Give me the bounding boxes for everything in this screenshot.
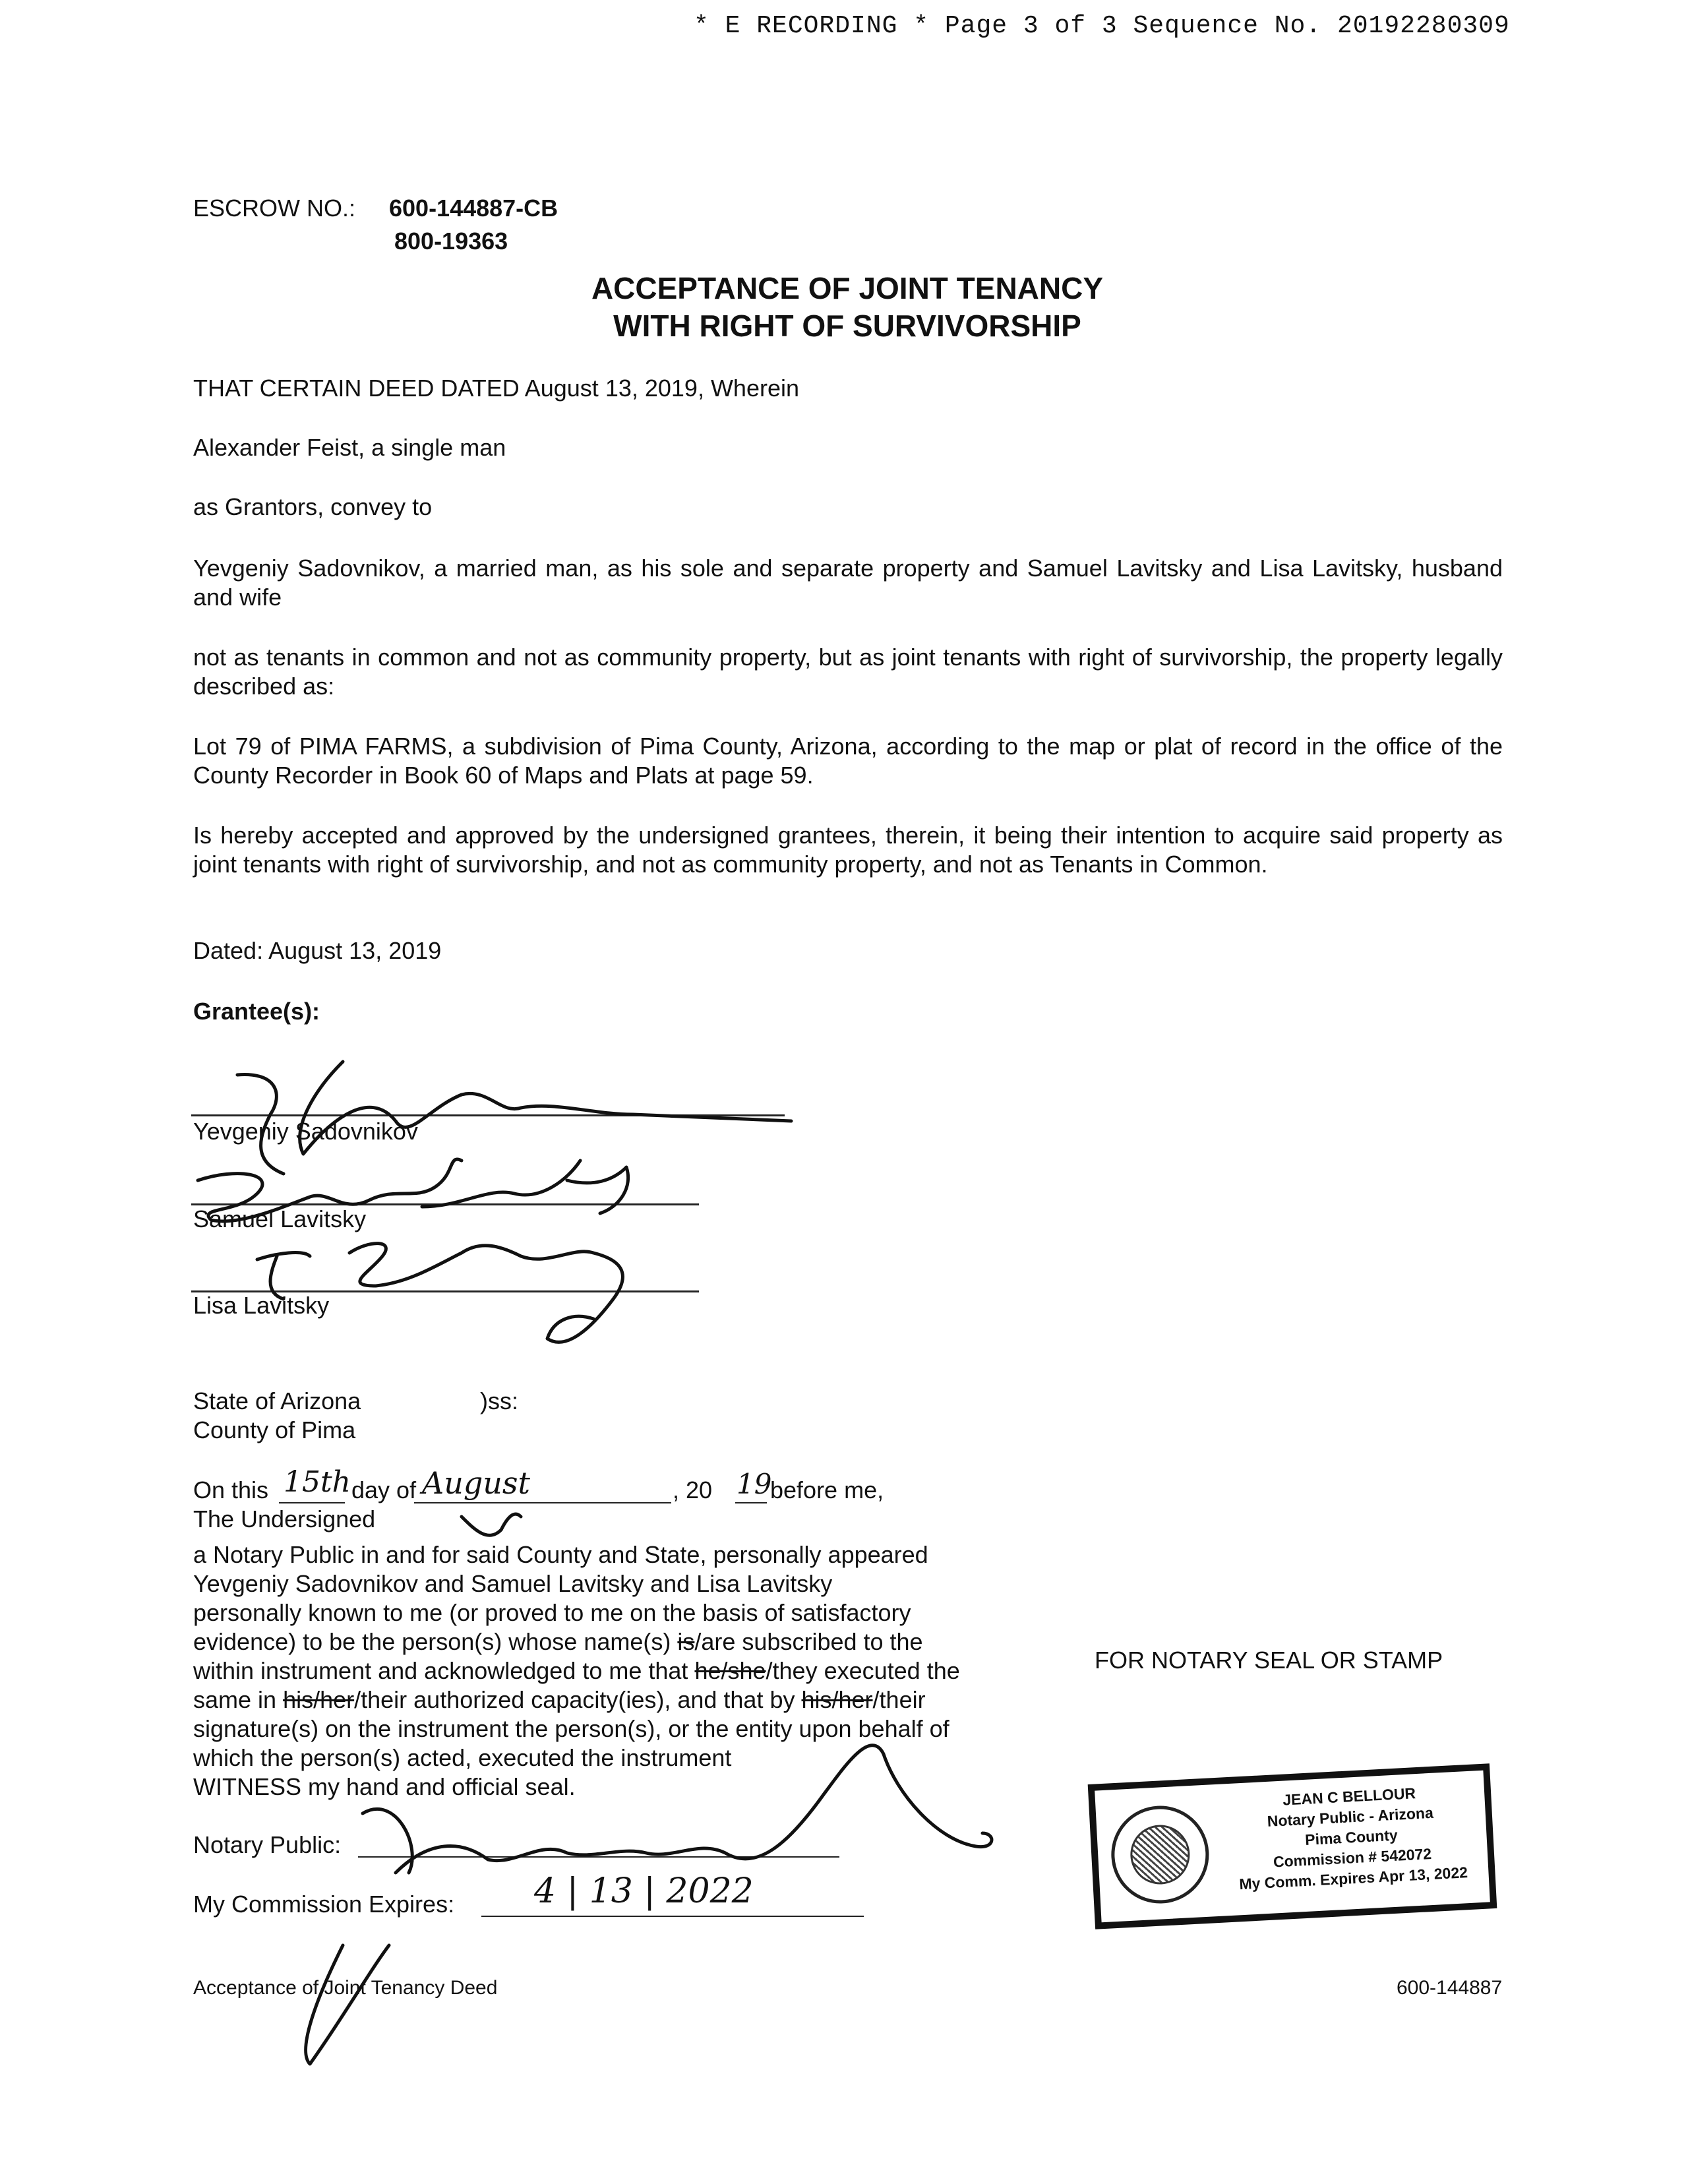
grantee-name-1: Yevgeniy Sadovnikov [193, 1118, 418, 1145]
commission-expires-label: My Commission Expires: [193, 1891, 455, 1918]
grantees-heading: Grantee(s): [193, 998, 320, 1025]
signature-yevgeniy-sadovnikov [237, 1062, 791, 1174]
legal-description-paragraph: Lot 79 of PIMA FARMS, a subdivision of Pima County, Arizona, according to the map or plat of record in the office of the County Recorder in Book 60 of Maps and Plats at page 59. [193, 733, 1503, 789]
signature-lisa-lavitsky [257, 1244, 622, 1343]
notary-ss: )ss: [480, 1387, 518, 1414]
notary-text-line-3: personally known to me (or proved to me on the basis of satisfactory [193, 1599, 911, 1626]
notary-text-line-1: a Notary Public in and for said County and State, personally appeared [193, 1541, 928, 1568]
grantee-name-2: Samuel Lavitsky [193, 1205, 367, 1232]
footer-right: 600-144887 [1397, 1977, 1503, 1999]
stamp-line-2: Notary Public - Arizona [1267, 1804, 1434, 1830]
notary-state: State of Arizona [193, 1387, 361, 1414]
struck-is: is [677, 1628, 695, 1655]
handwritten-commission-date: 4 | 13 | 2022 [534, 1871, 754, 1911]
notary-text-line-9: WITNESS my hand and official seal. [193, 1773, 576, 1800]
notary-text-line-2: Yevgeniy Sadovnikov and Samuel Lavitsky and Lisa Lavitsky [193, 1570, 833, 1597]
notary-text-line-7: signature(s) on the instrument the person(s), or the entity upon behalf of [193, 1715, 950, 1742]
line6-c: /their [872, 1686, 926, 1713]
on-this-label: On this [193, 1476, 269, 1503]
notary-signature [306, 1745, 992, 2064]
handwritten-year: 19 [737, 1468, 772, 1500]
grantee-name-3: Lisa Lavitsky [193, 1292, 330, 1319]
notary-text-line-8: which the person(s) acted, executed the instrument [193, 1744, 732, 1771]
line4-are: /are subscribed to the [694, 1628, 923, 1655]
handwritten-month: August [422, 1465, 531, 1501]
handwritten-day: 15th [284, 1465, 351, 1499]
line6-a: same in [193, 1686, 284, 1713]
recording-header: * E RECORDING * Page 3 of 3 Sequence No. 20192280309 [694, 12, 1510, 40]
line6-b: /their authorized capacity(ies), and that by [354, 1686, 802, 1713]
stamp-line-4: Commission # 542072 [1273, 1844, 1432, 1871]
seal-caption: FOR NOTARY SEAL OR STAMP [1095, 1647, 1443, 1674]
convey-line: as Grantors, convey to [193, 493, 433, 520]
line4-text: evidence) to be the person(s) whose name(s) [193, 1628, 671, 1655]
tenancy-paragraph: not as tenants in common and not as community property, but as joint tenants with right of survivorship, the property legally described as: [193, 644, 1503, 700]
struck-his-her-1: his/her [283, 1686, 355, 1713]
acceptance-paragraph: Is hereby accepted and approved by the undersigned grantees, therein, it being their intention to acquire said property as joint tenants with right of survivorship, and not as community property, and not as Tenants in Common. [193, 822, 1503, 878]
grantor-line: Alexander Feist, a single man [193, 434, 506, 461]
notary-public-label: Notary Public: [193, 1831, 342, 1858]
notary-undersigned: The Undersigned [193, 1505, 376, 1532]
escrow-number-1: 600-144887-CB [389, 195, 558, 222]
notary-county: County of Pima [193, 1416, 356, 1443]
day-of-label: day of [351, 1476, 417, 1503]
year-prefix: , 20 [673, 1476, 713, 1503]
deed-dated-line: THAT CERTAIN DEED DATED August 13, 2019, Wherein [193, 375, 800, 402]
grantees-paragraph: Yevgeniy Sadovnikov, a married man, as his sole and separate property and Samuel Lavitsky and Lisa Lavitsky, husband and wife [193, 555, 1503, 611]
signature-samuel-lavitsky [198, 1159, 628, 1221]
document-title-line2: WITH RIGHT OF SURVIVORSHIP [613, 309, 1081, 343]
struck-he-she: he/she [694, 1657, 766, 1684]
stamp-line-5: My Comm. Expires Apr 13, 2022 [1238, 1864, 1468, 1893]
stamp-name: JEAN C BELLOUR [1282, 1784, 1416, 1809]
before-me-label: before me, [770, 1476, 884, 1503]
struck-his-her-2: his/her [801, 1686, 873, 1713]
escrow-number-2: 800-19363 [394, 228, 508, 255]
footer-left: Acceptance of Joint Tenancy Deed [193, 1977, 498, 1999]
stamp-line-3: Pima County [1304, 1826, 1399, 1848]
line5-b: /they executed the [766, 1657, 960, 1684]
month-flourish [462, 1514, 521, 1535]
document-title-line1: ACCEPTANCE OF JOINT TENANCY [591, 271, 1104, 305]
line5-a: within instrument and acknowledged to me that [193, 1657, 695, 1684]
escrow-label: ESCROW NO.: [193, 195, 356, 222]
dated-line: Dated: August 13, 2019 [193, 937, 442, 964]
